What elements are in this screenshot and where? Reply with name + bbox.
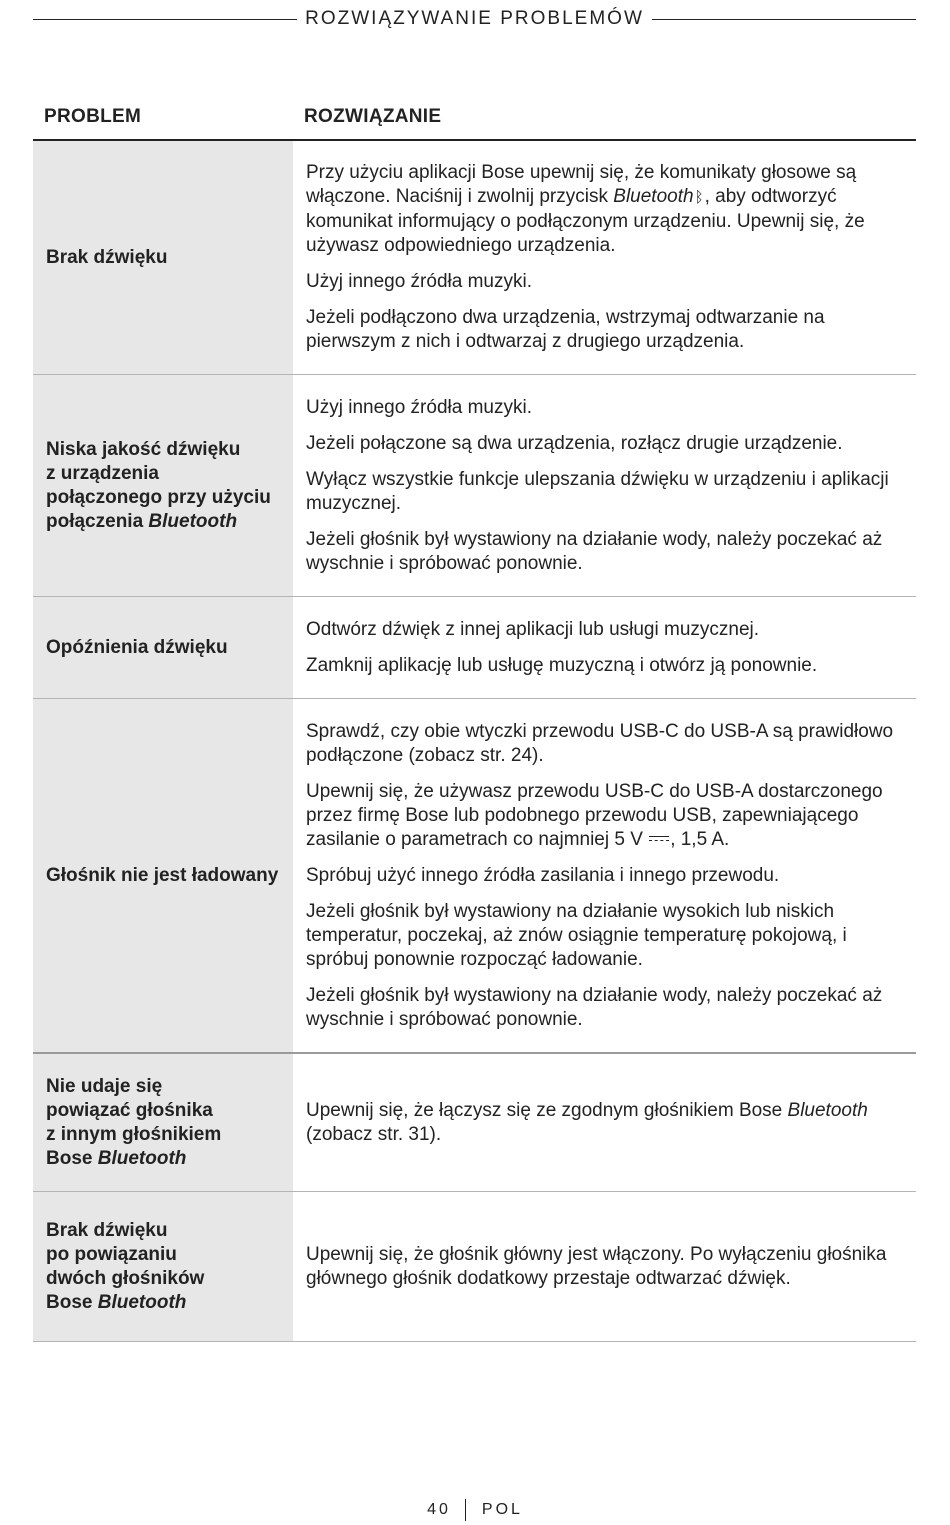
solution-paragraph	[306, 780, 906, 852]
problem-text: Brak dźwięku	[46, 246, 168, 268]
solution-text: , 1,5 A.	[670, 828, 730, 850]
column-header-problem: PROBLEM	[44, 106, 142, 127]
solution-cell	[293, 141, 916, 374]
solution-paragraph: Jeżeli głośnik był wystawiony na działanie wysokich lub niskich temperatur, poczekaj, aż znów osiągnie temperaturę pokojową, i spróbuj ponownie rozpocząć ładowanie.	[306, 900, 847, 970]
solution-cell	[293, 597, 916, 698]
problem-cell	[33, 375, 293, 596]
solution-paragraph: Jeżeli głośnik był wystawiony na działanie wody, należy poczekać aż wyschnie i spróbować ponownie.	[306, 984, 883, 1030]
solution-paragraph: Użyj innego źródła muzyki.	[306, 396, 532, 418]
dc-symbol-icon	[649, 835, 669, 843]
problem-text: Głośnik nie jest ładowany	[46, 864, 279, 886]
solution-paragraph: Użyj innego źródła muzyki.	[306, 271, 532, 292]
bluetooth-term: Bluetooth	[97, 1147, 187, 1169]
page-number: 40	[427, 1501, 451, 1518]
problem-text	[46, 438, 271, 534]
table-row	[33, 699, 916, 1054]
column-header-solution: ROZWIĄZANIE	[304, 106, 442, 127]
table-row	[33, 1054, 916, 1192]
bluetooth-term: Bluetooth	[97, 1291, 187, 1313]
problem-line	[46, 1147, 221, 1171]
page-header	[33, 6, 916, 32]
problem-line: powiązać głośnika	[46, 1099, 213, 1121]
problem-cell	[33, 699, 293, 1052]
solution-paragraph: Zamknij aplikację lub usługę muzyczną i otwórz ją ponownie.	[306, 654, 818, 676]
solution-text: Upewnij się, że używasz przewodu USB-C do USB-A dostarczonego przez firmę Bose lub podobnego przewodu USB, zapewniającego zasilanie o parametrach co najmniej 5 V	[306, 780, 883, 850]
problem-cell	[33, 1192, 293, 1341]
problem-cell	[33, 1054, 293, 1191]
problem-text: Opóźnienia dźwięku	[46, 636, 228, 658]
problem-line: Brak dźwięku	[46, 1219, 168, 1241]
table-row	[33, 1192, 916, 1342]
bluetooth-term: Bluetooth	[613, 186, 694, 207]
table-row	[33, 375, 916, 597]
page-title: ROZWIĄZYWANIE PROBLEMÓW	[305, 8, 644, 29]
bluetooth-term: Bluetooth	[787, 1099, 868, 1121]
table-row	[33, 141, 916, 375]
problem-line	[46, 510, 271, 534]
problem-text	[46, 1075, 221, 1171]
problem-line: Niska jakość dźwięku	[46, 438, 241, 460]
page-footer	[0, 1499, 950, 1521]
solution-text: , aby odtworzyć komunikat informujący o podłączonym urządzeniu. Upewnij się, że używasz odpowiedniego urządzenia.	[306, 186, 865, 256]
problem-line	[46, 1291, 204, 1315]
solution-cell	[293, 375, 916, 596]
solution-paragraph	[306, 1099, 906, 1147]
solution-text: Przy użyciu aplikacji Bose upewnij się, że komunikaty głosowe są włączone. Naciśnij i zwolnij przycisk	[306, 162, 857, 207]
header-rule-right	[652, 19, 916, 20]
solution-paragraph: Wyłącz wszystkie funkcje ulepszania dźwięku w urządzeniu i aplikacji muzycznej.	[306, 468, 889, 514]
solution-paragraph: Jeżeli podłączono dwa urządzenia, wstrzymaj odtwarzanie na pierwszym z nich i odtwarzaj z drugiego urządzenia.	[306, 307, 825, 352]
solution-paragraph: Odtwórz dźwięk z innej aplikacji lub usługi muzycznej.	[306, 618, 760, 640]
problem-line: Nie udaje się	[46, 1075, 163, 1097]
problem-line: po powiązaniu	[46, 1243, 177, 1265]
problem-line-text: połączenia	[46, 510, 149, 532]
solution-paragraph: Spróbuj użyć innego źródła zasilania i innego przewodu.	[306, 864, 780, 886]
solution-text: Upewnij się, że łączysz się ze zgodnym głośnikiem Bose	[306, 1099, 788, 1121]
problem-cell	[33, 141, 293, 374]
solution-cell	[293, 699, 916, 1052]
solution-paragraph	[306, 161, 906, 258]
problem-line: dwóch głośników	[46, 1267, 205, 1289]
solution-paragraph: Sprawdź, czy obie wtyczki przewodu USB-C do USB-A są prawidłowo podłączone (zobacz str. 24).	[306, 720, 894, 766]
solution-paragraph: Jeżeli głośnik był wystawiony na działanie wody, należy poczekać aż wyschnie i spróbować ponownie.	[306, 528, 883, 574]
table-row	[33, 597, 916, 699]
language-code: POL	[481, 1501, 523, 1518]
problem-line: połączonego przy użyciu	[46, 486, 271, 508]
troubleshooting-table	[33, 141, 916, 1342]
problem-line: z innym głośnikiem	[46, 1123, 222, 1145]
solution-paragraph: Jeżeli połączone są dwa urządzenia, rozłącz drugie urządzenie.	[306, 432, 843, 454]
problem-line-text: Bose	[46, 1147, 98, 1169]
bluetooth-term: Bluetooth	[148, 510, 238, 532]
footer-divider	[465, 1499, 466, 1521]
solution-cell	[293, 1054, 916, 1191]
solution-text: (zobacz str. 31).	[306, 1123, 442, 1145]
problem-text	[46, 1219, 204, 1315]
problem-line-text: Bose	[46, 1291, 98, 1313]
header-rule-left	[33, 19, 297, 20]
solution-cell	[293, 1192, 916, 1341]
problem-cell	[33, 597, 293, 698]
solution-paragraph: Upewnij się, że głośnik główny jest włączony. Po wyłączeniu głośnika głównego głośnik dodatkowy przestaje odtwarzać dźwięk.	[306, 1243, 887, 1289]
bluetooth-icon: ᛒ	[694, 189, 704, 206]
problem-line: z urządzenia	[46, 462, 159, 484]
